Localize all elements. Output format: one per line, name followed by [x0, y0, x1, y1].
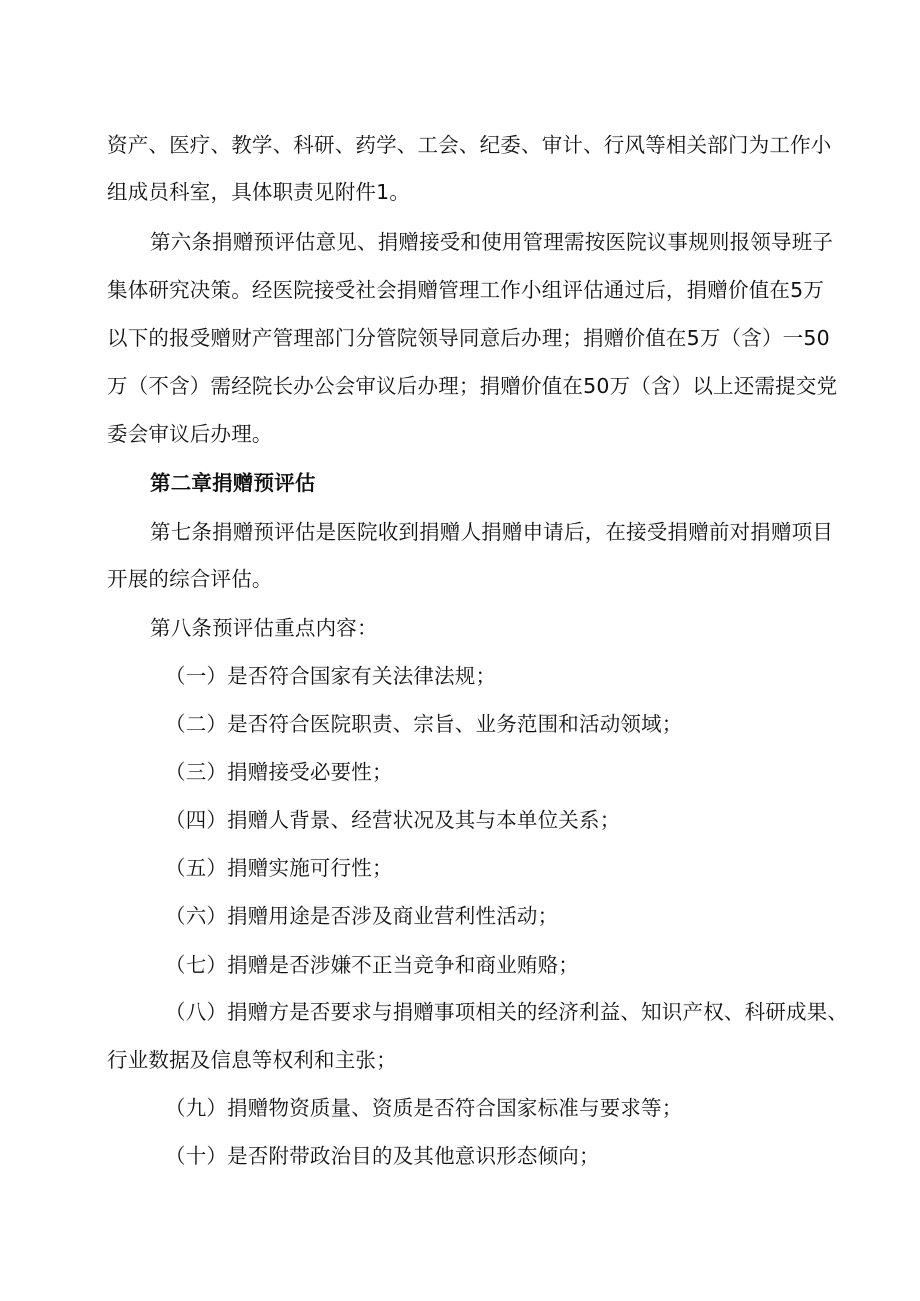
text-line: 以下的报受赠财产管理部门分管院领导同意后办理；捐赠价值在5万（含）一50 [107, 326, 830, 350]
list-item: （八）捐赠方是否要求与捐赠事项相关的经济利益、知识产权、科研成果、 [165, 1000, 849, 1024]
list-item: （六）捐赠用途是否涉及商业营利性活动； [165, 904, 559, 928]
list-item: （十）是否附带政治目的及其他意识形态倾向； [165, 1144, 600, 1168]
list-item: （九）捐赠物资质量、资质是否符合国家标准与要求等； [165, 1096, 683, 1120]
list-item: （五）捐赠实施可行性； [165, 856, 393, 880]
article-8-line: 第八条预评估重点内容： [150, 616, 378, 640]
text-line: 集体研究决策。经医院接受社会捐赠管理工作小组评估通过后，捐赠价值在5万 [107, 278, 825, 302]
text-line: 行业数据及信息等权利和主张； [107, 1048, 397, 1072]
text-line: 万（不含）需经院长办公会审议后办理；捐赠价值在50万（含）以上还需提交党 [107, 374, 838, 398]
chapter-heading: 第二章捐赠预评估 [150, 471, 316, 495]
text-line: 开展的综合评估。 [107, 567, 273, 591]
text-line: 组成员科室，具体职责见附件1。 [107, 180, 411, 204]
list-item: （一）是否符合国家有关法律法规； [165, 664, 497, 688]
list-item: （四）捐赠人背景、经营状况及其与本单位关系； [165, 808, 621, 832]
article-6-line: 第六条捐赠预评估意见、捐赠接受和使用管理需按医院议事规则报领导班子 [150, 230, 834, 254]
text-line: 委会审议后办理。 [107, 422, 273, 446]
article-7-line: 第七条捐赠预评估是医院收到捐赠人捐赠申请后，在接受捐赠前对捐赠项目 [150, 520, 834, 544]
list-item: （二）是否符合医院职责、宗旨、业务范围和活动领域； [165, 712, 683, 736]
list-item: （三）捐赠接受必要性； [165, 760, 393, 784]
list-item: （七）捐赠是否涉嫌不正当竞争和商业贿赂； [165, 953, 579, 977]
text-line: 资产、医疗、教学、科研、药学、工会、纪委、审计、行风等相关部门为工作小 [107, 133, 832, 157]
